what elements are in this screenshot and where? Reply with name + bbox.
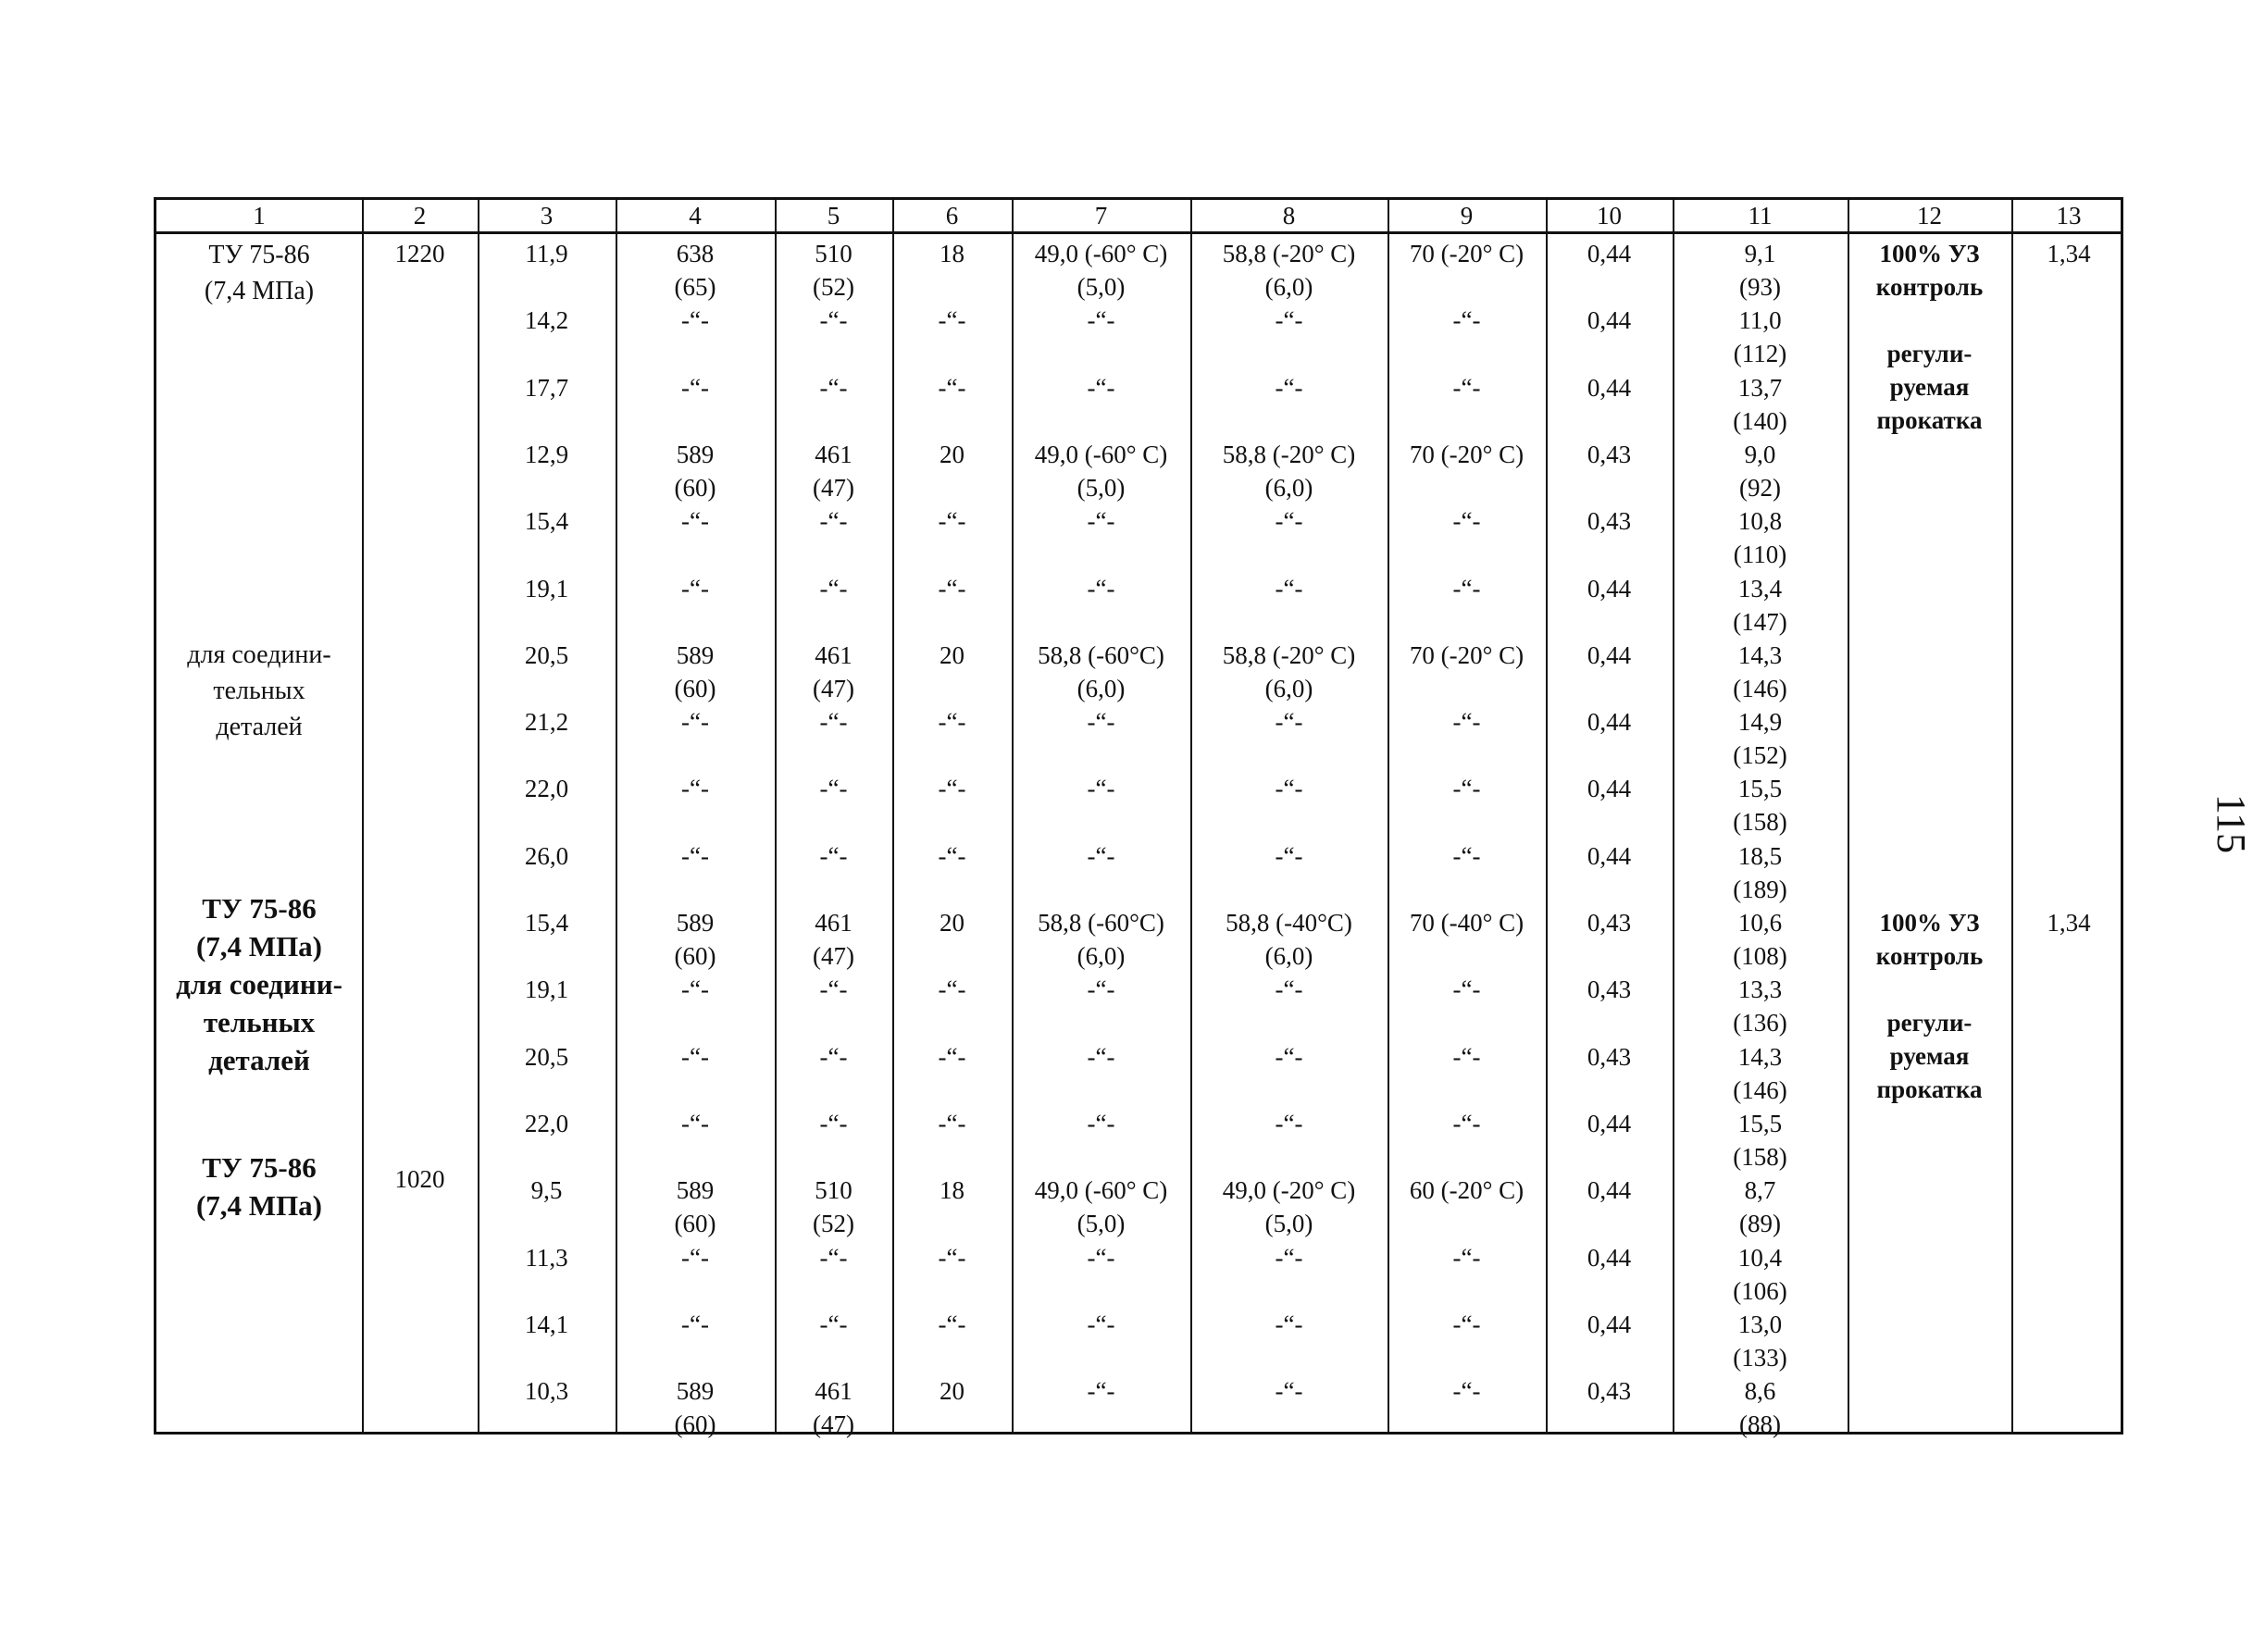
table-cell: -“- xyxy=(1275,1243,1303,1272)
table-cell: -“- xyxy=(938,1109,966,1137)
column-divider xyxy=(362,200,364,1432)
table-cell: -“- xyxy=(938,975,966,1004)
table-cell: -“- xyxy=(1452,708,1481,737)
table-cell: -“- xyxy=(1087,1377,1115,1406)
table-cell: 0,43 xyxy=(1587,440,1632,468)
column-header: 3 xyxy=(540,202,554,230)
table-cell: -“- xyxy=(938,1310,966,1338)
table-cell: 8,7 (89) xyxy=(1739,1176,1781,1238)
table-cell: 13,7 (140) xyxy=(1733,373,1787,435)
table-cell: 0,44 xyxy=(1587,240,1632,267)
table-cell: 0,43 xyxy=(1587,909,1632,937)
control-note: 100% УЗ контроль регули- руемая прокатка xyxy=(1875,240,1984,434)
table-cell: -“- xyxy=(681,574,709,602)
table-cell: -“- xyxy=(1275,1109,1303,1137)
column-header: 12 xyxy=(1917,202,1942,230)
column-header: 4 xyxy=(689,202,702,230)
table-cell: 13,3 (136) xyxy=(1733,975,1787,1037)
table-cell: -“- xyxy=(1452,306,1481,335)
table-cell: 589 (60) xyxy=(674,1377,716,1439)
table-cell: 18,5 (189) xyxy=(1733,841,1787,903)
table-cell: 58,8 (-20° C) (6,0) xyxy=(1222,240,1356,301)
table-cell: -“- xyxy=(1087,775,1115,803)
table-cell: -“- xyxy=(681,708,709,737)
column-header: 5 xyxy=(827,202,840,230)
column-header: 6 xyxy=(945,202,959,230)
table-cell: -“- xyxy=(1452,841,1481,870)
table-cell: -“- xyxy=(938,507,966,536)
table-cell: 13,0 (133) xyxy=(1733,1310,1787,1372)
table-cell: 22,0 xyxy=(524,1109,569,1137)
column-header: 11 xyxy=(1748,202,1773,230)
spec-label: ТУ 75-86 (7,4 МПа) для соедини- тельных деталей xyxy=(176,892,342,1076)
table-cell: 0,43 xyxy=(1587,1377,1632,1406)
table-cell: 0,43 xyxy=(1587,507,1632,536)
pipe-diameter: 1220 xyxy=(394,240,445,267)
pipe-diameter: 1020 xyxy=(394,1165,445,1193)
table-cell: -“- xyxy=(819,708,848,737)
table-cell: 0,44 xyxy=(1587,640,1632,669)
table-cell: -“- xyxy=(938,574,966,602)
table-cell: 15,4 xyxy=(524,909,569,937)
table-cell: -“- xyxy=(681,1243,709,1272)
table-cell: 15,4 xyxy=(524,507,569,536)
table-cell: 461 (47) xyxy=(813,1377,854,1439)
table-cell: 0,44 xyxy=(1587,373,1632,402)
table-cell: 11,9 xyxy=(525,240,568,267)
table-cell: -“- xyxy=(1087,373,1115,402)
coefficient: 1,34 xyxy=(2047,909,2091,937)
table-cell: -“- xyxy=(1452,775,1481,803)
table-cell: 17,7 xyxy=(524,373,569,402)
table-cell: -“- xyxy=(681,1109,709,1137)
table-cell: 0,44 xyxy=(1587,708,1632,737)
table-cell: 14,9 (152) xyxy=(1733,708,1787,770)
table-cell: 58,8 (-20° C) (6,0) xyxy=(1222,640,1356,702)
table-cell: -“- xyxy=(1275,1310,1303,1338)
table-cell: -“- xyxy=(1087,708,1115,737)
table-cell: -“- xyxy=(819,1109,848,1137)
table-cell: -“- xyxy=(819,306,848,335)
table-cell: 21,2 xyxy=(524,708,569,737)
table-cell: 49,0 (-20° C) (5,0) xyxy=(1222,1176,1356,1238)
table-cell: 9,5 xyxy=(530,1176,563,1205)
table-cell: 589 (60) xyxy=(674,909,716,970)
table-cell: -“- xyxy=(1452,1042,1481,1071)
table-cell: -“- xyxy=(1087,574,1115,602)
table-cell: 60 (-20° C) xyxy=(1409,1176,1525,1205)
table-cell: 49,0 (-60° C) (5,0) xyxy=(1034,1176,1168,1238)
table-cell: -“- xyxy=(681,1042,709,1071)
table-cell: -“- xyxy=(1452,507,1481,536)
table-cell: 15,5 (158) xyxy=(1733,775,1787,837)
table-cell: 461 (47) xyxy=(813,440,854,502)
table-cell: -“- xyxy=(1087,841,1115,870)
table-cell: -“- xyxy=(1275,1042,1303,1071)
table-cell: 0,44 xyxy=(1587,1176,1632,1205)
table-cell: 10,8 (110) xyxy=(1733,507,1787,569)
table-cell: 20,5 xyxy=(524,640,569,669)
spec-label: ТУ 75-86 (7,4 МПа) xyxy=(195,1151,323,1222)
table-cell: -“- xyxy=(1452,975,1481,1004)
table-cell: -“- xyxy=(1275,507,1303,536)
table-cell: 13,4 (147) xyxy=(1733,574,1787,636)
table-cell: -“- xyxy=(938,1243,966,1272)
table-cell: -“- xyxy=(819,775,848,803)
table-cell: 20 xyxy=(940,909,964,937)
coefficient: 1,34 xyxy=(2047,240,2091,267)
table-cell: 0,44 xyxy=(1587,775,1632,803)
table-cell: 70 (-20° C) xyxy=(1409,640,1525,669)
table-cell: 0,44 xyxy=(1587,1109,1632,1137)
table-cell: -“- xyxy=(681,975,709,1004)
table-cell: -“- xyxy=(1452,1109,1481,1137)
table-cell: 70 (-20° C) xyxy=(1409,240,1525,267)
table-cell: -“- xyxy=(938,775,966,803)
table-cell: -“- xyxy=(938,708,966,737)
table-cell: 589 (60) xyxy=(674,1176,716,1238)
table-cell: 0,43 xyxy=(1587,1042,1632,1071)
table-cell: -“- xyxy=(819,975,848,1004)
table-cell: 9,0 (92) xyxy=(1739,440,1781,502)
table-cell: 14,1 xyxy=(524,1310,569,1338)
table-cell: 20 xyxy=(940,1377,964,1406)
column-header: 8 xyxy=(1282,202,1296,230)
table-cell: 19,1 xyxy=(524,975,569,1004)
table-cell: -“- xyxy=(1275,708,1303,737)
table-cell: -“- xyxy=(1087,507,1115,536)
column-header: 9 xyxy=(1460,202,1474,230)
table-cell: 58,8 (-60°C) (6,0) xyxy=(1038,640,1164,702)
table-cell: -“- xyxy=(1087,1310,1115,1338)
table-cell: -“- xyxy=(1275,373,1303,402)
table-cell: 22,0 xyxy=(524,775,569,803)
table-cell: 510 (52) xyxy=(813,240,854,301)
table-cell: -“- xyxy=(681,507,709,536)
table-cell: 20 xyxy=(940,640,964,669)
table-cell: 8,6 (88) xyxy=(1739,1377,1781,1439)
table-cell: -“- xyxy=(681,373,709,402)
table-cell: -“- xyxy=(819,1243,848,1272)
table-cell: -“- xyxy=(819,574,848,602)
table-cell: -“- xyxy=(819,841,848,870)
table-cell: 0,44 xyxy=(1587,306,1632,335)
column-header: 1 xyxy=(253,202,266,230)
table-cell: 9,1 (93) xyxy=(1739,240,1781,301)
column-divider xyxy=(2011,200,2013,1432)
table-cell: 14,3 (146) xyxy=(1733,1042,1787,1104)
table-cell: -“- xyxy=(819,1042,848,1071)
table-cell: 510 (52) xyxy=(813,1176,854,1238)
table-cell: 0,44 xyxy=(1587,1243,1632,1272)
spec-label: для соедини- тельных деталей xyxy=(187,640,331,741)
table-cell: 70 (-40° C) xyxy=(1409,909,1525,937)
table-cell: -“- xyxy=(1275,306,1303,335)
table-cell: -“- xyxy=(1275,775,1303,803)
table-cell: -“- xyxy=(1087,1042,1115,1071)
table-cell: -“- xyxy=(819,507,848,536)
column-header: 2 xyxy=(413,202,427,230)
table-cell: -“- xyxy=(1087,1109,1115,1137)
table-cell: -“- xyxy=(938,1042,966,1071)
table-cell: 11,0 (112) xyxy=(1733,306,1787,368)
table-cell: 58,8 (-60°C) (6,0) xyxy=(1038,909,1164,970)
table-cell: -“- xyxy=(819,373,848,402)
control-note: 100% УЗ контроль регули- руемая прокатка xyxy=(1875,909,1984,1103)
table-cell: 0,44 xyxy=(1587,841,1632,870)
table-cell: -“- xyxy=(938,841,966,870)
table-cell: -“- xyxy=(681,775,709,803)
table-cell: 12,9 xyxy=(524,440,569,468)
table-cell: 18 xyxy=(940,1176,964,1205)
table-cell: 0,44 xyxy=(1587,574,1632,602)
table-cell: 10,4 (106) xyxy=(1733,1243,1787,1305)
table-cell: -“- xyxy=(1452,373,1481,402)
table-cell: 18 xyxy=(940,240,964,267)
table-cell: -“- xyxy=(1087,975,1115,1004)
table-cell: 15,5 (158) xyxy=(1733,1109,1787,1171)
table-cell: -“- xyxy=(1452,1310,1481,1338)
table-cell: 58,8 (-20° C) (6,0) xyxy=(1222,440,1356,502)
table-cell: -“- xyxy=(1452,1377,1481,1406)
data-table xyxy=(154,197,2123,1439)
table-cell: 589 (60) xyxy=(674,640,716,702)
table-cell: 58,8 (-40°C) (6,0) xyxy=(1226,909,1352,970)
table-cell: 70 (-20° C) xyxy=(1409,440,1525,468)
table-cell: -“- xyxy=(938,306,966,335)
table-cell: -“- xyxy=(1275,1377,1303,1406)
table-cell: -“- xyxy=(681,1310,709,1338)
table-cell: 49,0 (-60° C) (5,0) xyxy=(1034,240,1168,301)
table-cell: 10,3 xyxy=(524,1377,569,1406)
table-cell: -“- xyxy=(1275,574,1303,602)
page-number: 115 xyxy=(2209,793,2254,854)
table-cell: 20,5 xyxy=(524,1042,569,1071)
table-cell: 19,1 xyxy=(524,574,569,602)
table-cell: -“- xyxy=(1275,975,1303,1004)
column-header: 10 xyxy=(1597,202,1622,230)
column-header: 7 xyxy=(1094,202,1108,230)
table-cell: 49,0 (-60° C) (5,0) xyxy=(1034,440,1168,502)
header-divider xyxy=(156,231,2121,234)
table-cell: 638 (65) xyxy=(674,240,716,301)
table-cell: -“- xyxy=(1275,841,1303,870)
table-cell: -“- xyxy=(1087,1243,1115,1272)
table-cell: 26,0 xyxy=(524,841,569,870)
table-cell: -“- xyxy=(681,841,709,870)
table-cell: 11,3 xyxy=(525,1243,568,1272)
table-cell: -“- xyxy=(938,373,966,402)
spec-label: ТУ 75-86 (7,4 МПа) xyxy=(204,241,315,305)
table-cell: 0,43 xyxy=(1587,975,1632,1004)
table-cell: -“- xyxy=(681,306,709,335)
table-cell: 461 (47) xyxy=(813,640,854,702)
table-cell: 14,3 (146) xyxy=(1733,640,1787,702)
table-cell: 589 (60) xyxy=(674,440,716,502)
table-cell: 461 (47) xyxy=(813,909,854,970)
table-cell: -“- xyxy=(1452,574,1481,602)
table-cell: 14,2 xyxy=(524,306,569,335)
column-header: 13 xyxy=(2056,202,2082,230)
table-cell: -“- xyxy=(1452,1243,1481,1272)
table-cell: -“- xyxy=(1087,306,1115,335)
table-cell: -“- xyxy=(819,1310,848,1338)
table-cell: 20 xyxy=(940,440,964,468)
table-cell: 0,44 xyxy=(1587,1310,1632,1338)
table-cell: 10,6 (108) xyxy=(1733,909,1787,970)
